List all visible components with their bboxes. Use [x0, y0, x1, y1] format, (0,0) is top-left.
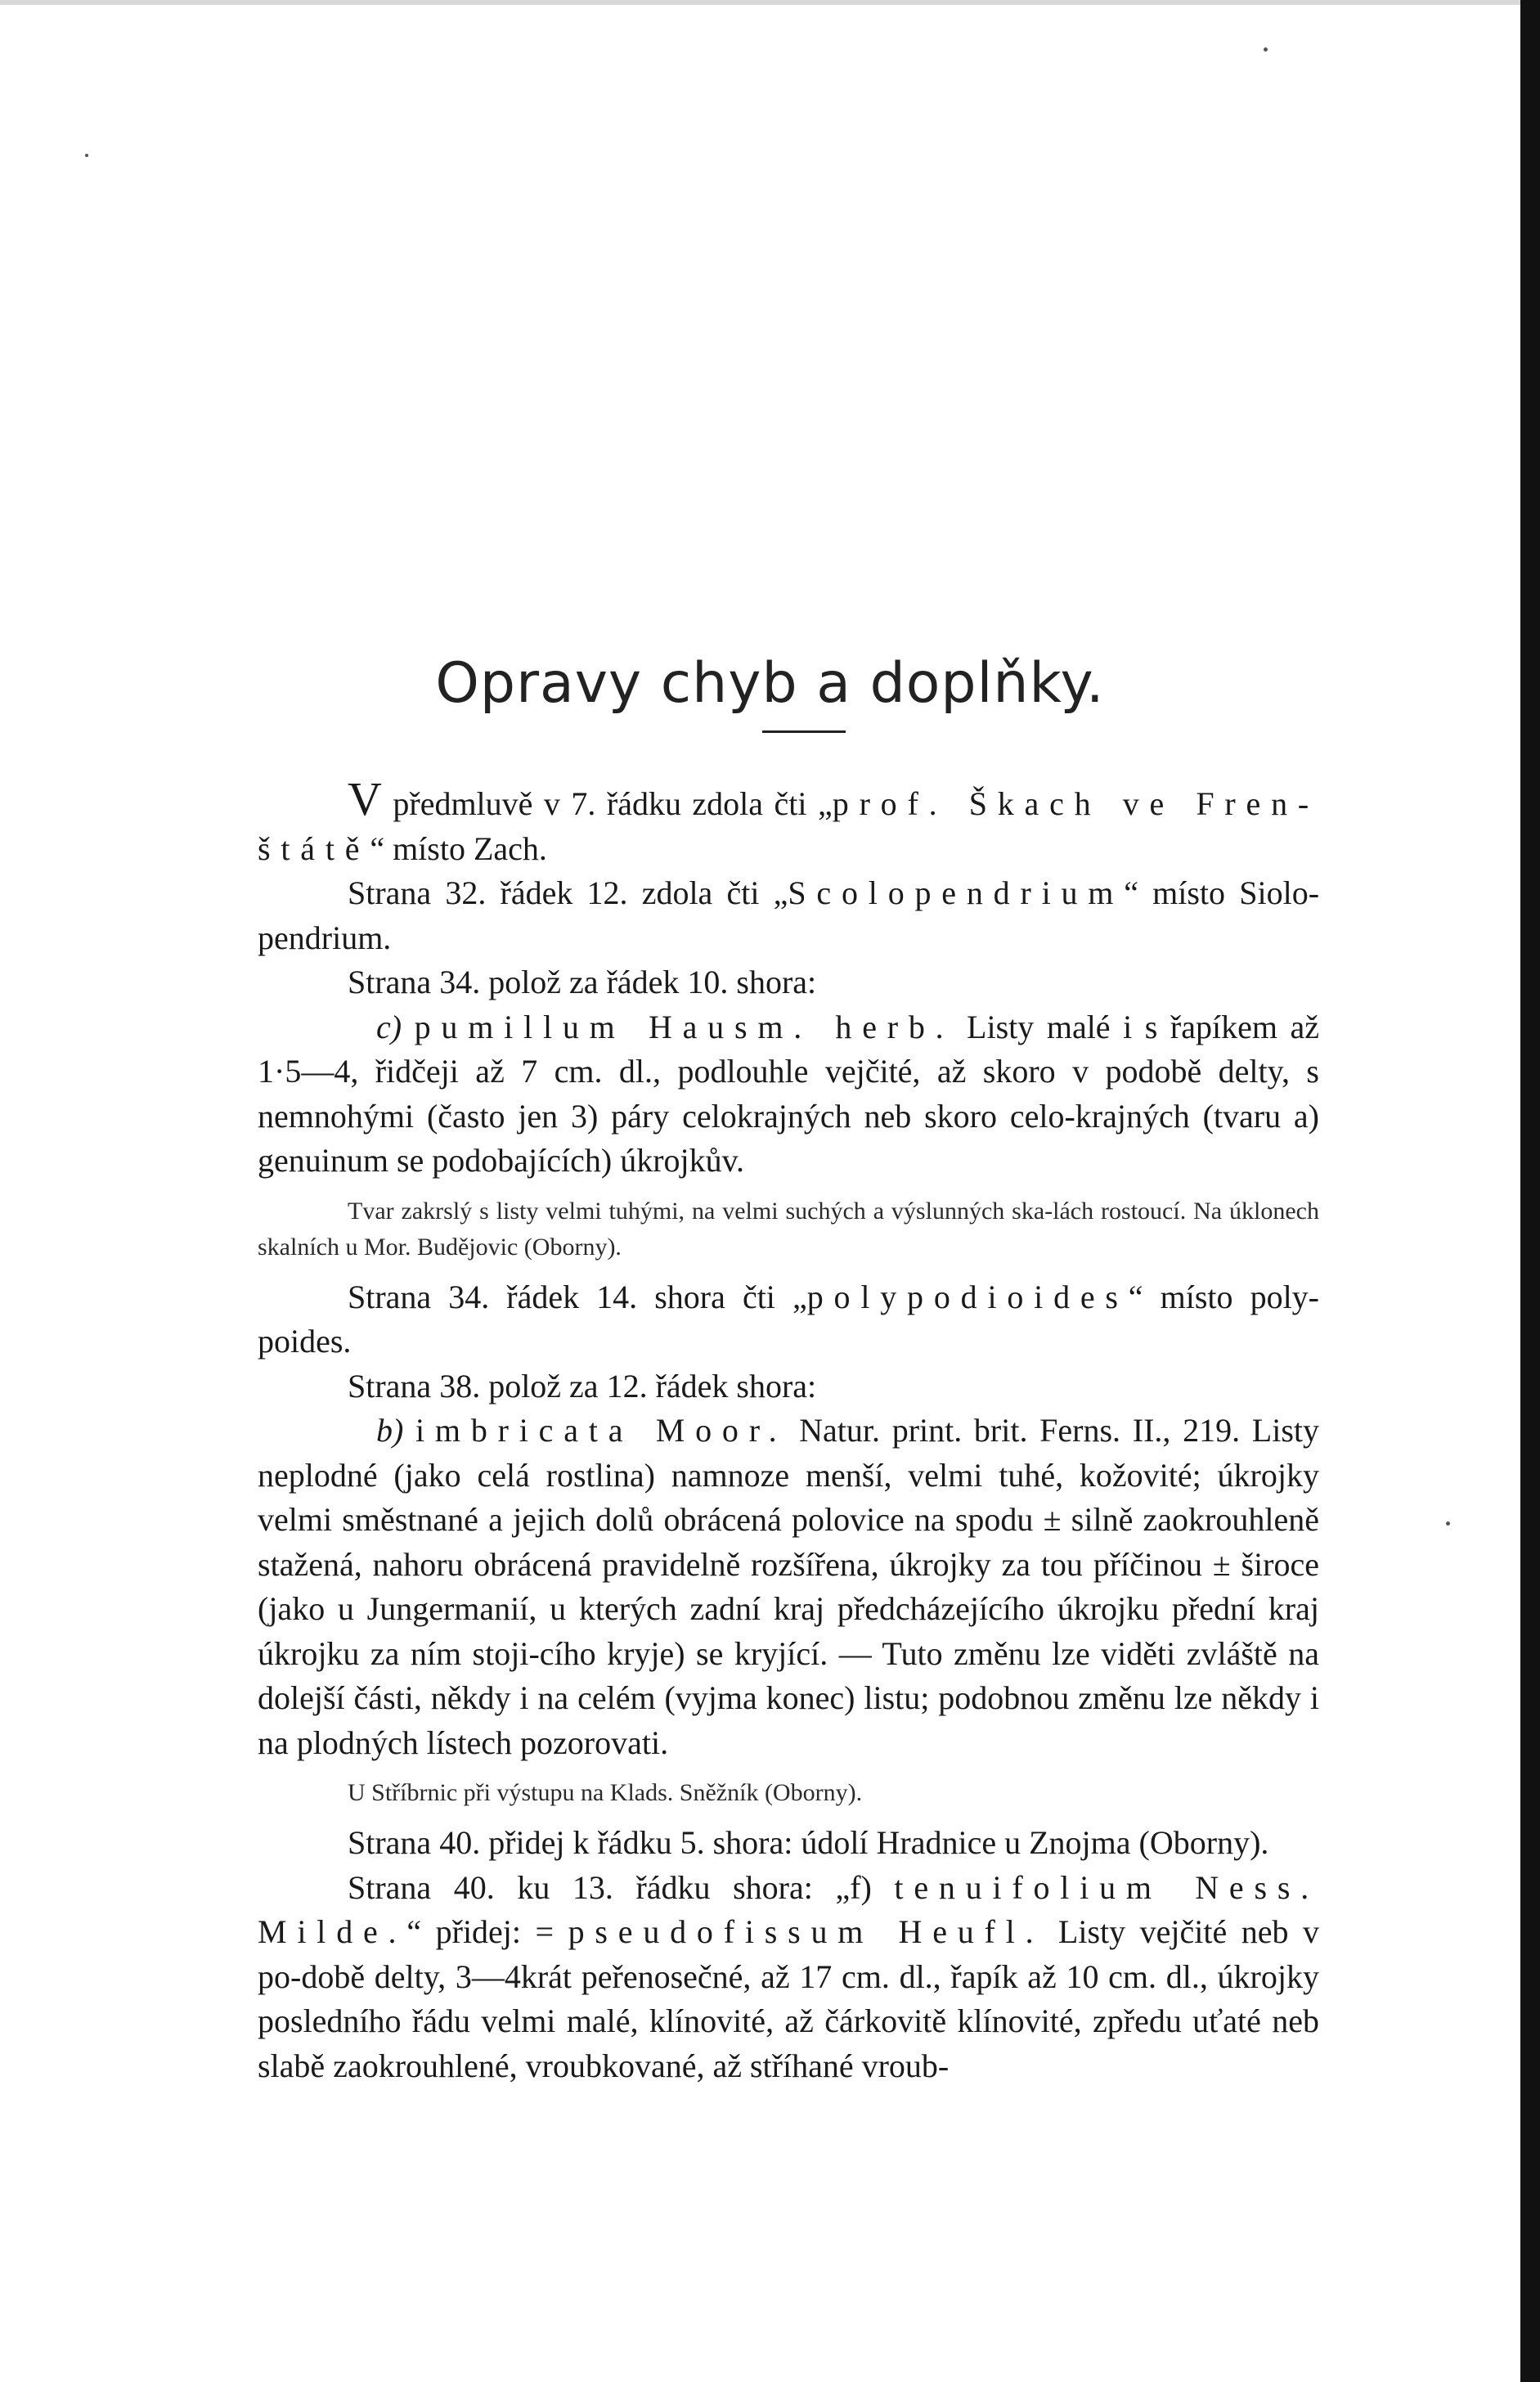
spaced-text: pumillum Hausm. herb.: [414, 1008, 954, 1045]
scan-speck: [1446, 1521, 1450, 1526]
drop-initial: V: [348, 772, 382, 825]
page-title: Opravy chyb a doplňky.: [435, 650, 1105, 716]
scan-edge-top: [0, 0, 1540, 5]
text-run: c): [376, 1008, 415, 1045]
paragraph-correction: [258, 1821, 1319, 1866]
title-divider: [762, 730, 846, 733]
paragraph-correction: [258, 1364, 1319, 1409]
text-run: Strana 34. polož za řádek 10. shora:: [348, 964, 817, 1000]
paragraph-correction: [258, 871, 1319, 960]
text-run: Strana 40. přidej k řádku 5. shora: údolí Hradnice u Znojma (Oborny).: [348, 1824, 1269, 1861]
text-run: předmluvě v 7. řádku zdola čti „: [381, 785, 833, 822]
text-run: b): [376, 1412, 416, 1449]
paragraph-preface: [258, 772, 1320, 871]
text-run: Strana 32. řádek 12. zdola čti „: [348, 874, 788, 911]
spaced-text: prof. Škach ve Fren-štátě: [258, 785, 1320, 867]
text-run: Listy malé i s řapíkem až 1·5—4, řidčeji až 7 cm. dl., podlouhle vejčité, až skoro v podobě delty, s nemnohými (často jen 3) páry celokrajných neb skoro celo-krajných (tvaru a) genuinum se podobajících) úkrojkův.: [258, 1008, 1320, 1179]
text-run: Strana 40. ku 13. řádku shora: „f): [348, 1868, 895, 1906]
text-run: Listy vejčité neb v po-době delty, 3—4krát peřenosečné, až 17 cm. dl., řapík až 10 cm. dl., úkrojky posledního řádu velmi malé, klínovité, až čárkovitě klínovité, zpředu uťaté neb slabě zaokrouhlené, vroubkované, až stříhané vroub-: [258, 1913, 1319, 2084]
body-text: [258, 772, 1320, 2088]
paragraph-variety: [258, 1409, 1319, 1765]
spaced-text: Scolopendrium: [788, 874, 1125, 911]
paragraph-note: Tvar zakrslý s listy velmi tuhými, na velmi suchých a výslunných ska-lách rostoucí. Na úklonech skalních u Mor. Budějovic (Oborny).: [258, 1197, 1319, 1261]
paragraph-correction: [258, 1275, 1319, 1364]
paragraph-note: U Stříbrnic při výstupu na Klads. Sněžník (Oborny).: [348, 1779, 863, 1806]
text-run: Natur. print. brit. Ferns. II., 219. Listy neplodné (jako celá rostlina) namnoze menší, velmi tuhé, kožovité; úkrojky velmi směstnané a jejich dolů obrácená polovice na spodu ± silně zaokrouhleně stažená, nahoru obrácená pravidelně rozšířena, úkrojky za tou příčinou ± široce (jako u Jungermanií, u kterých zadní kraj předcházejícího úkrojku přední kraj úkrojku za ním stoji-cího kryje) se kryjící. — Tuto změnu lze viděti zvláště na dolejší části, někdy i na celém (vyjma konec) listu; podobnou změnu lze někdy i na plodných lístech pozorovati.: [258, 1412, 1320, 1761]
text-run: “ přidej: =: [406, 1913, 568, 1950]
text-run: “ místo poly-poides.: [258, 1278, 1320, 1360]
scan-speck: [85, 154, 88, 157]
scan-speck: [1264, 47, 1268, 52]
spaced-text: pseudofissum Heufl.: [568, 1913, 1044, 1950]
paragraph-correction: [258, 1866, 1319, 2089]
spaced-text: polypodioides: [806, 1278, 1129, 1315]
paragraph-correction: [258, 960, 1319, 1005]
scan-edge-right: [1520, 0, 1540, 2382]
text-run: Strana 38. polož za 12. řádek shora:: [348, 1367, 817, 1404]
spaced-text: imbricata Moor.: [415, 1412, 788, 1449]
paragraph-variety: [258, 1005, 1319, 1184]
text-run: Strana 34. řádek 14. shora čti „: [348, 1278, 807, 1315]
text-run: “ místo Siolo-pendrium.: [258, 874, 1320, 956]
spaced-text: tenuifolium Ness. Milde.: [258, 1868, 1319, 1950]
text-run: “ místo Zach.: [370, 829, 547, 867]
